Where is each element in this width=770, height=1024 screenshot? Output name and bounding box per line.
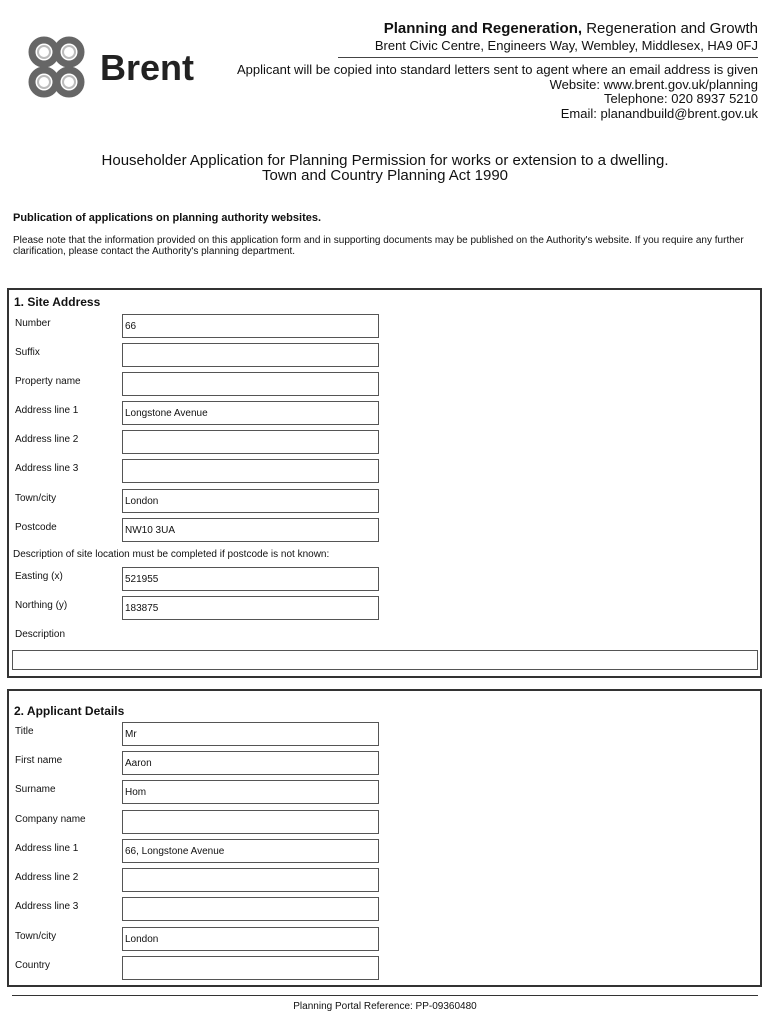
header-department [198,20,758,53]
field-label: Address line 1 [15,405,79,416]
field-label: Town/city [15,931,57,942]
field-label: Title [15,726,34,737]
field-label: Northing (y) [15,600,68,611]
site-address-section [7,288,762,678]
applicant-details-section [7,689,762,987]
publication-heading: Publication of applications on planning authority websites. [13,212,322,224]
section-title: 2. Applicant Details [14,704,125,718]
location-note: Description of site location must be completed if postcode is not known: [13,549,330,560]
surname-field[interactable]: Hom [122,780,379,804]
field-label: Surname [15,784,56,795]
field-label: Suffix [15,347,40,358]
field-label: Address line 3 [15,901,79,912]
brent-logo [24,34,214,104]
form-title [0,153,770,183]
field-label: Address line 2 [15,434,79,445]
address-line-3-field[interactable] [122,459,379,483]
contact-telephone: Telephone: 020 8937 5210 [604,91,758,106]
field-label: First name [15,755,63,766]
description-field[interactable] [12,650,758,670]
applicant-town-city-field[interactable]: London [122,927,379,951]
title-field[interactable]: Mr [122,722,379,746]
header-rule [338,57,758,58]
property-name-field[interactable] [122,372,379,396]
field-label: Address line 1 [15,843,79,854]
country-field[interactable] [122,956,379,980]
contact-website[interactable]: Website: www.brent.gov.uk/planning [549,76,758,92]
department-address: Brent Civic Centre, Engineers Way, Wembley, Middlesex, HA9 0FJ [374,38,758,53]
department-name: Planning and Regeneration, [383,20,583,37]
field-label: Town/city [15,493,57,504]
department-sub: Regeneration and Growth [582,20,758,37]
field-label: Description [15,629,66,640]
address-line-2-field[interactable] [122,430,379,454]
contact-email[interactable]: Email: planandbuild@brent.gov.uk [560,105,758,121]
address-line-1-field[interactable]: Longstone Avenue [122,401,379,425]
field-label: Company name [15,814,86,825]
applicant-address-line-1-field[interactable]: 66, Longstone Avenue [122,839,379,863]
applicant-address-line-2-field[interactable] [122,868,379,892]
header-contact [198,63,758,121]
suffix-field[interactable] [122,343,379,367]
section-title: 1. Site Address [14,295,101,309]
field-label: Address line 2 [15,872,79,883]
contact-line: Applicant will be copied into standard letters sent to agent where an email address is given [236,62,758,77]
field-label: Address line 3 [15,463,79,474]
field-label: Property name [15,376,81,387]
postcode-field[interactable]: NW10 3UA [122,518,379,542]
publication-note: Please note that the information provided on this application form and in supporting documents may be published on the Authority's website. If you require any further clarification, please contact the Authority's planning department. [13,235,744,257]
number-field[interactable]: 66 [122,314,379,338]
northing-field[interactable]: 183875 [122,596,379,620]
field-label: Number [15,318,51,329]
first-name-field[interactable]: Aaron [122,751,379,775]
town-city-field[interactable]: London [122,489,379,513]
field-label: Postcode [15,522,57,533]
field-label: Country [15,960,51,971]
field-label: Easting (x) [15,571,63,582]
footer-rule [12,995,758,996]
form-title-line2: Town and Country Planning Act 1990 [262,167,508,184]
form-title-line1: Householder Application for Planning Permission for works or extension to a dwelling. [101,152,669,169]
portal-reference: Planning Portal Reference: PP-09360480 [293,1001,477,1012]
applicant-address-line-3-field[interactable] [122,897,379,921]
easting-field[interactable]: 521955 [122,567,379,591]
logo-text: Brent [100,47,195,88]
company-name-field[interactable] [122,810,379,834]
